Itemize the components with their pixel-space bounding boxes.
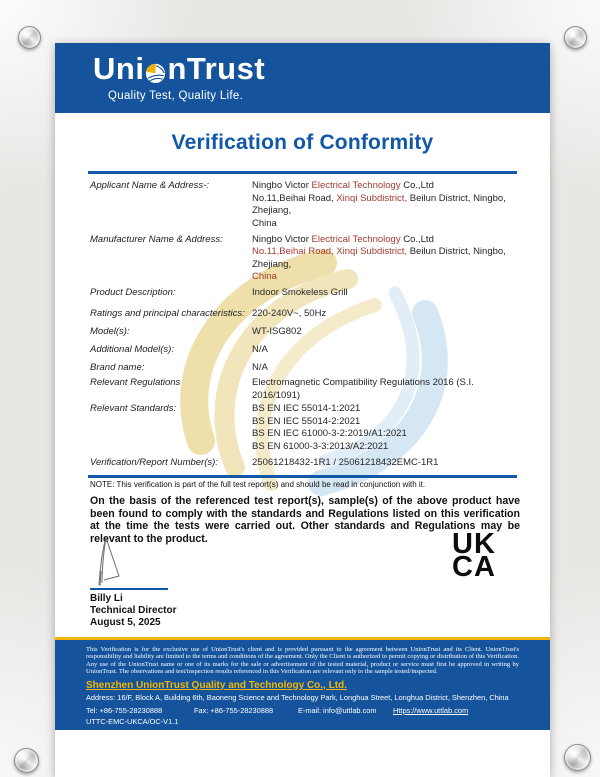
footer-company-name: Shenzhen UnionTrust Quality and Technology Co., Ltd. (86, 679, 347, 691)
page-title: Verification of Conformity (171, 131, 434, 154)
field-models (90, 326, 519, 339)
addr-seg: Ningbo Victor (252, 180, 312, 191)
addr-seg-red: Electrical Technology (311, 233, 401, 245)
addr-seg-red: China (252, 271, 277, 282)
footer-dotted-rule (86, 730, 519, 731)
screw-top-left (18, 26, 41, 49)
footer-panel (55, 640, 550, 730)
signatory-title: Technical Director (90, 605, 177, 616)
ukca-line2: CA (452, 551, 496, 583)
standard-item: BS EN 61000-3-3:2013/A2:2021 (252, 440, 389, 452)
footer-disclaimer: This Verification is for the exclusive use of UnionTrust's client and is provided pursuant to the agreement between UnionTrust and its Client. UnionTrust's responsibility and liability are limited to the terms and conditions of the agreement. Only the Client is authorized to permit copying or distribution of this Verification. Any use of the UnionTrust name or one of its marks for the sale or advertisement of the tested material, product or service must first be approved in writing by UnionTrust. The observations and test/inspection results referenced in this Verification are relevant only to the sample tested/inspected. (86, 646, 519, 676)
field-report-number (90, 457, 519, 470)
footer-doc-code: UTTC-EMC-UKCA/OC-V1.1 (86, 716, 179, 726)
standard-item: BS EN IEC 55014-1:2021 (252, 403, 361, 414)
field-label: Applicant Name & Address-: (90, 180, 209, 191)
field-value: 25061218432-1R1 / 25061218432EMC-1R1 (252, 457, 439, 468)
field-value: N/A (252, 344, 268, 355)
field-relevant-standards (90, 403, 519, 453)
field-value: N/A (252, 362, 268, 373)
standards-list (252, 403, 407, 453)
fields-section (90, 180, 519, 470)
addr-seg: China (252, 217, 277, 229)
field-value (252, 234, 519, 284)
footer-fax: Fax: +86-755-28230888 (194, 705, 274, 715)
field-label: Model(s): (90, 326, 130, 337)
field-label: Brand name: (90, 362, 145, 373)
note-text: NOTE: This verification is part of the full test report(s) and should be read in conjunction with it. (90, 480, 426, 489)
certificate-page (55, 43, 550, 777)
screw-bottom-left (14, 748, 39, 773)
signatory-name: Billy Li (90, 593, 123, 604)
standard-item: BS EN IEC 61000-3-2:2019/A1:2021 (252, 428, 407, 439)
ukca-mark (452, 528, 496, 583)
standard-item: BS EN IEC 55014-2:2021 (252, 415, 361, 427)
footer (55, 637, 550, 730)
field-brand-name (90, 362, 519, 375)
logo-text-post: nTrust (167, 51, 266, 86)
field-manufacturer (90, 234, 519, 284)
signature-icon (92, 535, 138, 587)
field-label: Additional Model(s): (90, 344, 174, 355)
note-divider (88, 475, 517, 478)
footer-email-link[interactable]: E-mail: info@uttlab.com (298, 705, 377, 715)
addr-seg: Beilun District, Ningbo, Zhejiang, (252, 246, 506, 270)
field-label: Ratings and principal characteristics: (90, 308, 245, 319)
addr-seg-red: Electrical Technology (311, 180, 401, 191)
field-value: 220-240V~, 50Hz (252, 308, 327, 319)
addr-seg: Beilun District, Ningbo, Zhejiang, (252, 192, 506, 216)
field-value: WT-ISG802 (252, 326, 302, 337)
screw-bottom-right (564, 744, 591, 771)
field-value: Indoor Smokeless Grill (252, 287, 348, 298)
title-divider (88, 171, 517, 174)
signatory-date: August 5, 2025 (90, 617, 161, 628)
addr-seg: No.11,Beihai Road, (252, 192, 337, 204)
field-product-description (90, 287, 519, 300)
field-label: Relevant Regulations (90, 377, 181, 388)
footer-contact-row (86, 706, 519, 715)
brand-tagline: Quality Test, Quality Life. (108, 90, 244, 102)
footer-address: Address: 16/F, Block A, Building 6th, Baoneng Science and Technology Park, Longhua Street, Longhua District, Shenzhen, China (86, 693, 509, 703)
field-label: Manufacturer Name & Address: (90, 233, 223, 245)
field-value (252, 180, 519, 230)
field-ratings (90, 308, 519, 321)
logo-text-pre: Uni (93, 51, 145, 86)
signatory-block (90, 593, 177, 629)
brand-header (55, 43, 550, 113)
field-relevant-regulations (90, 377, 519, 402)
field-label: Relevant Standards: (90, 403, 177, 414)
field-value: Electromagnetic Compatibility Regulations 2016 (S.I. 2016/1091) (252, 377, 474, 401)
signature-line (90, 588, 168, 590)
globe-icon (145, 63, 166, 84)
screw-top-right (564, 26, 587, 49)
field-label: Product Description: (90, 287, 176, 298)
addr-seg: Co.,Ltd (400, 180, 434, 191)
addr-seg: Co.,Ltd (400, 233, 434, 245)
field-applicant (90, 180, 519, 230)
brand-logo (93, 51, 265, 87)
addr-seg-red: No.11,Beihai Road, Xinqi Subdistrict, (252, 246, 408, 257)
ukca-line1: UK (452, 528, 496, 560)
field-label: Verification/Report Number(s): (90, 457, 218, 468)
conformity-statement: On the basis of the referenced test report(s), sample(s) of the above product have been found to comply with the standards and Regulations listed on this verification at the time the tests were carried out. Other standards and Regulations may be relevant to the product. (90, 495, 520, 545)
addr-seg-red: Xinqi Subdistrict, (336, 192, 408, 204)
field-additional-models (90, 344, 519, 357)
footer-tel: Tel: +86-755-28230888 (86, 705, 163, 715)
footer-website-link[interactable]: Https://www.uttlab.com (393, 705, 469, 715)
addr-seg: Ningbo Victor (252, 233, 312, 245)
